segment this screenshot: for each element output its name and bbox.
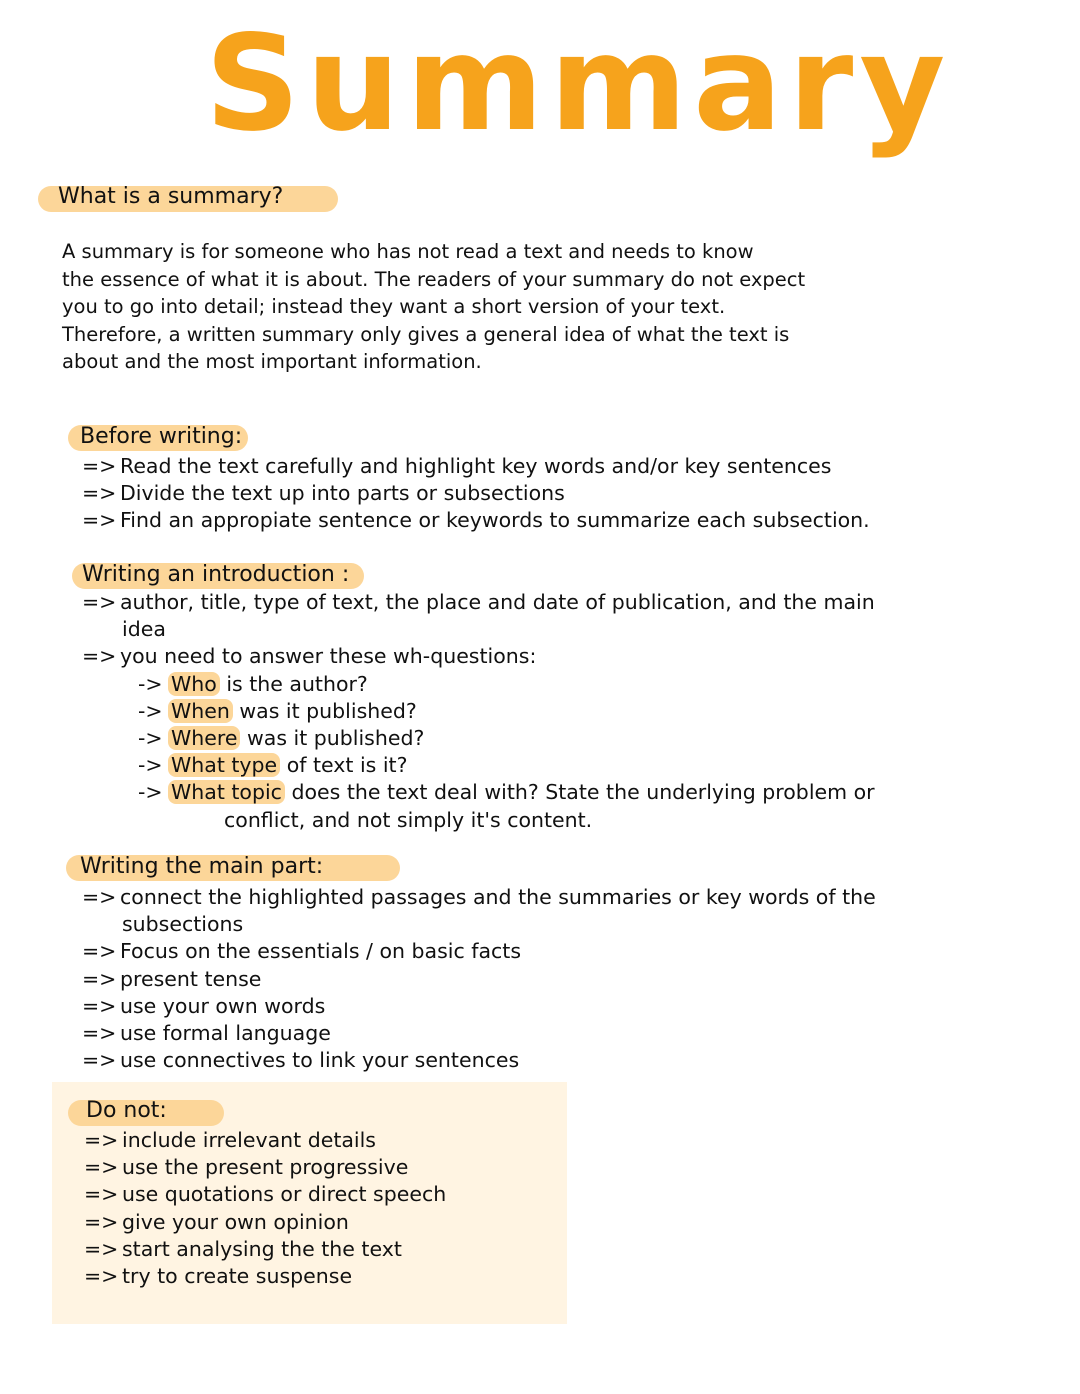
arrow-icon: => [84, 1128, 119, 1152]
list-item: => try to create suspense [84, 1263, 446, 1290]
question-word: Who [168, 672, 220, 696]
main-part-list [82, 884, 876, 1074]
before-writing-list [82, 453, 870, 535]
arrow-icon: => [82, 885, 117, 909]
page-title: Summary [205, 7, 952, 161]
do-not-heading: Do not: [86, 1098, 167, 1123]
sub-arrow-icon: -> [138, 726, 163, 751]
introduction-list [82, 589, 875, 834]
arrow-icon: => [84, 1209, 119, 1234]
sub-arrow-icon: -> [138, 780, 163, 805]
arrow-icon: => [82, 454, 117, 478]
question-word: What type [168, 753, 280, 777]
list-item: => use formal language [82, 1020, 876, 1047]
list-item: => Find an appropiate sentence or keywords to summarize each subsection. [82, 507, 870, 534]
paragraph-line: you to go into detail; instead they want a short version of your text. [62, 295, 726, 318]
list-item: => include irrelevant details [84, 1127, 446, 1154]
list-item: => present tense [82, 966, 876, 993]
list-item: => use quotations or direct speech [84, 1181, 446, 1208]
question-word: When [168, 699, 233, 723]
list-item: => Divide the text up into parts or subsections [82, 480, 870, 507]
arrow-icon: => [82, 481, 117, 506]
list-item: => give your own opinion [84, 1209, 446, 1236]
list-item-continuation: idea [122, 617, 166, 642]
sub-arrow-icon: -> [138, 698, 163, 723]
list-item: => Focus on the essentials / on basic facts [82, 938, 876, 965]
list-item: => start analysing the the text [84, 1236, 446, 1263]
arrow-icon: => [82, 644, 117, 669]
sub-arrow-icon: -> [138, 671, 163, 696]
list-item: => use connectives to link your sentences [82, 1047, 876, 1074]
arrow-icon: => [82, 939, 117, 964]
paragraph-line: Therefore, a written summary only gives a general idea of what the text is [62, 322, 790, 346]
arrow-icon: => [82, 1021, 117, 1046]
question-item: -> Who is the author? [82, 671, 875, 698]
what-is-paragraph [62, 238, 805, 376]
question-item: -> What topic does the text deal with? State the underlying problem or [82, 779, 875, 806]
what-is-heading: What is a summary? [58, 184, 284, 209]
list-item: => connect the highlighted passages and the summaries or key words of the [82, 884, 876, 911]
arrow-icon: => [84, 1264, 119, 1289]
main-part-heading: Writing the main part: [80, 854, 324, 879]
introduction-heading: Writing an introduction : [82, 562, 350, 587]
list-item: => you need to answer these wh-questions: [82, 643, 875, 670]
do-not-list [84, 1127, 446, 1290]
question-continuation: conflict, and not simply it's content. [224, 807, 593, 832]
paragraph-line: about and the most important information. [62, 350, 482, 373]
arrow-icon: => [84, 1182, 119, 1207]
question-item: -> What type of text is it? [82, 752, 875, 779]
before-writing-heading: Before writing: [80, 424, 243, 449]
question-word: Where [168, 726, 240, 750]
arrow-icon: => [84, 1236, 119, 1261]
question-item: -> When was it published? [82, 698, 875, 725]
list-item: => Read the text carefully and highlight key words and/or key sentences [82, 453, 870, 480]
arrow-icon: => [82, 1048, 117, 1073]
list-item: => use the present progressive [84, 1154, 446, 1181]
paragraph-line: A summary is for someone who has not read a text and needs to know [62, 240, 754, 263]
arrow-icon: => [84, 1155, 119, 1180]
paragraph-line: the essence of what it is about. The readers of your summary do not expect [62, 267, 806, 291]
arrow-icon: => [82, 508, 117, 533]
question-word: What topic [168, 780, 285, 804]
arrow-icon: => [82, 993, 117, 1018]
list-item-continuation: subsections [122, 912, 244, 937]
arrow-icon: => [82, 966, 117, 991]
list-item: => author, title, type of text, the place and date of publication, and the main [82, 589, 875, 616]
list-item: => use your own words [82, 993, 876, 1020]
arrow-icon: => [82, 590, 117, 614]
question-item: -> Where was it published? [82, 725, 875, 752]
sub-arrow-icon: -> [138, 753, 163, 778]
